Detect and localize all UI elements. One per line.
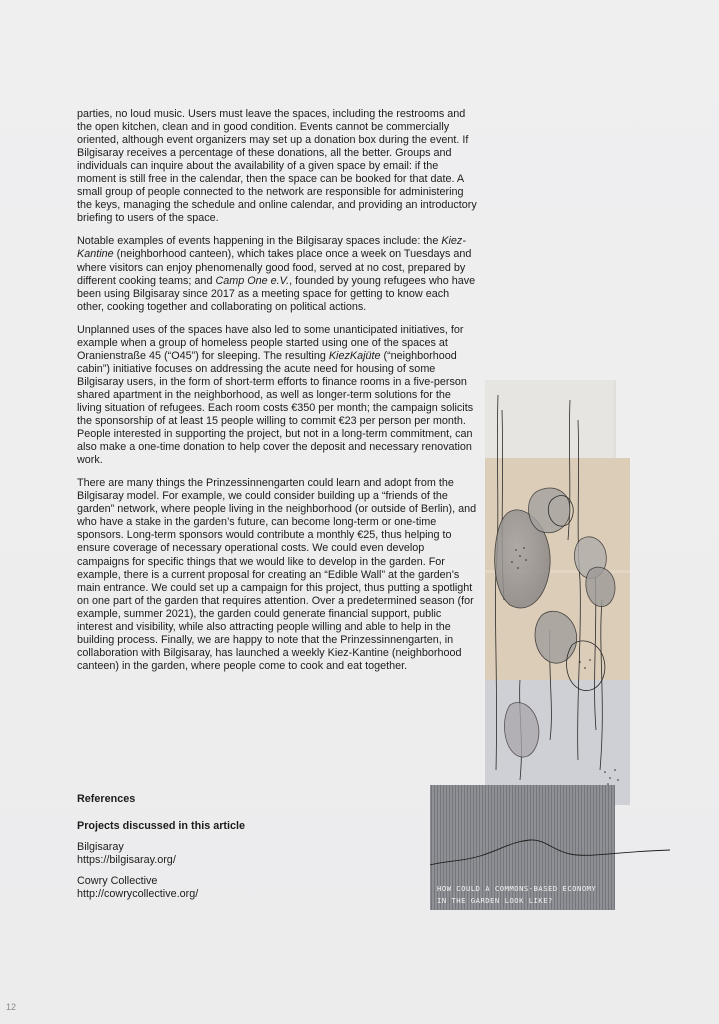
reference-item — [77, 875, 407, 901]
article-body — [77, 108, 477, 673]
collage-illustration — [430, 380, 670, 920]
kiez-kantine-term: Kiez-Kantine — [77, 235, 466, 261]
paragraph-2: Notable examples of events happening in the Bilgisaray spaces include: the Kiez-Kantine (neighborhood canteen), which takes place once a week on Tuesdays and where visitors can enjoy phenomenally good food, served at no cost, prepared by different cooking teams; and Camp One e.V., founded by young refugees who have been using Bilgisaray since 2017 as a meeting space for getting to know each other, cooking together and collaborating on political actions. — [77, 235, 476, 313]
references-heading: References — [77, 793, 136, 805]
reference-url[interactable]: http://cowrycollective.org/ — [77, 888, 199, 901]
reference-name: Cowry Collective — [77, 875, 158, 888]
page-number: 12 — [6, 1002, 17, 1012]
reference-url[interactable]: https://bilgisaray.org/ — [77, 854, 176, 867]
illustration-caption: HOW COULD A COMMONS-BASED ECONOMY IN THE GARDEN LOOK LIKE? — [437, 884, 597, 905]
reference-item — [77, 841, 407, 867]
paragraph-4: There are many things the Prinzessinnengarten could learn and adopt from the Bilgisaray model. For example, we could consider building up a “friends of the garden” network, where people living in the neighborhood (or outside of Berlin), and who have a stake in the garden’s future, can become long-term or one-time sponsors. Long-term sponsors would contribute a monthly €25, thus helping to ensure coverage of necessary operational costs. We could even develop campaigns for specific things that we would like to develop in the garden. For example, there is a current proposal for creating an “Edible Wall” at the garden’s main entrance. We could set up a campaign for this project, thus putting a spotlight on one part of the garden that requires attention. Over a predetermined season (for example, summer 2021), the garden could generate financial support, public interest and visibility, while also attracting people willing and able to help in the building process. Finally, we are happy to note that the Prinzessinnengarten, in collaboration with Bilgisaray, has launched a weekly Kiez-Kantine (neighborhood canteen) in the garden, where people come to cook and eat together. — [77, 477, 477, 672]
paragraph-1: parties, no loud music. Users must leave the spaces, including the restrooms and the open kitchen, clean and in good condition. Events cannot be commercially oriented, although event organizers may set up a donation box during the event. If Bilgisaray receives a percentage of these donations, all the better. Groups and individuals can inquire about the availability of a given space by email: if the moment is still free in the calendar, then the space can be booked for that date. A small group of people connected to the network are responsible for administering the keys, managing the schedule and online calendar, and providing an introductory briefing to users of the space. — [77, 108, 477, 225]
camp-one-term: Camp One e.V. — [215, 274, 290, 287]
kiezkajuete-term: KiezKajüte — [328, 349, 381, 362]
paragraph-3: Unplanned uses of the spaces have also led to some unanticipated initiatives, for example when a group of homeless people started using one of the spaces at Oranienstraße 45 (“O45”) for sleeping. The resulting KiezKajüte (“neighborhood cabin”) initiative focuses on addressing the acute need for housing of some Bilgisaray users, in the form of short-term efforts to finance rooms in a five-person shared apartment in the neighborhood, as well as longer-term solutions for the living situation of refugees. Each room costs €350 per month; the campaign solicits the sponsorship of at least 15 people willing to commit €23 per person per month. People interested in supporting the project, but not in a long-term commitment, can also make a one-time donation to help cover the deposit and necessary renovation work. — [77, 323, 474, 467]
paper-strip-top — [485, 380, 615, 460]
projects-subheading: Projects discussed in this article — [77, 820, 246, 833]
references-section — [77, 793, 407, 909]
reference-name: Bilgisaray — [77, 841, 124, 854]
